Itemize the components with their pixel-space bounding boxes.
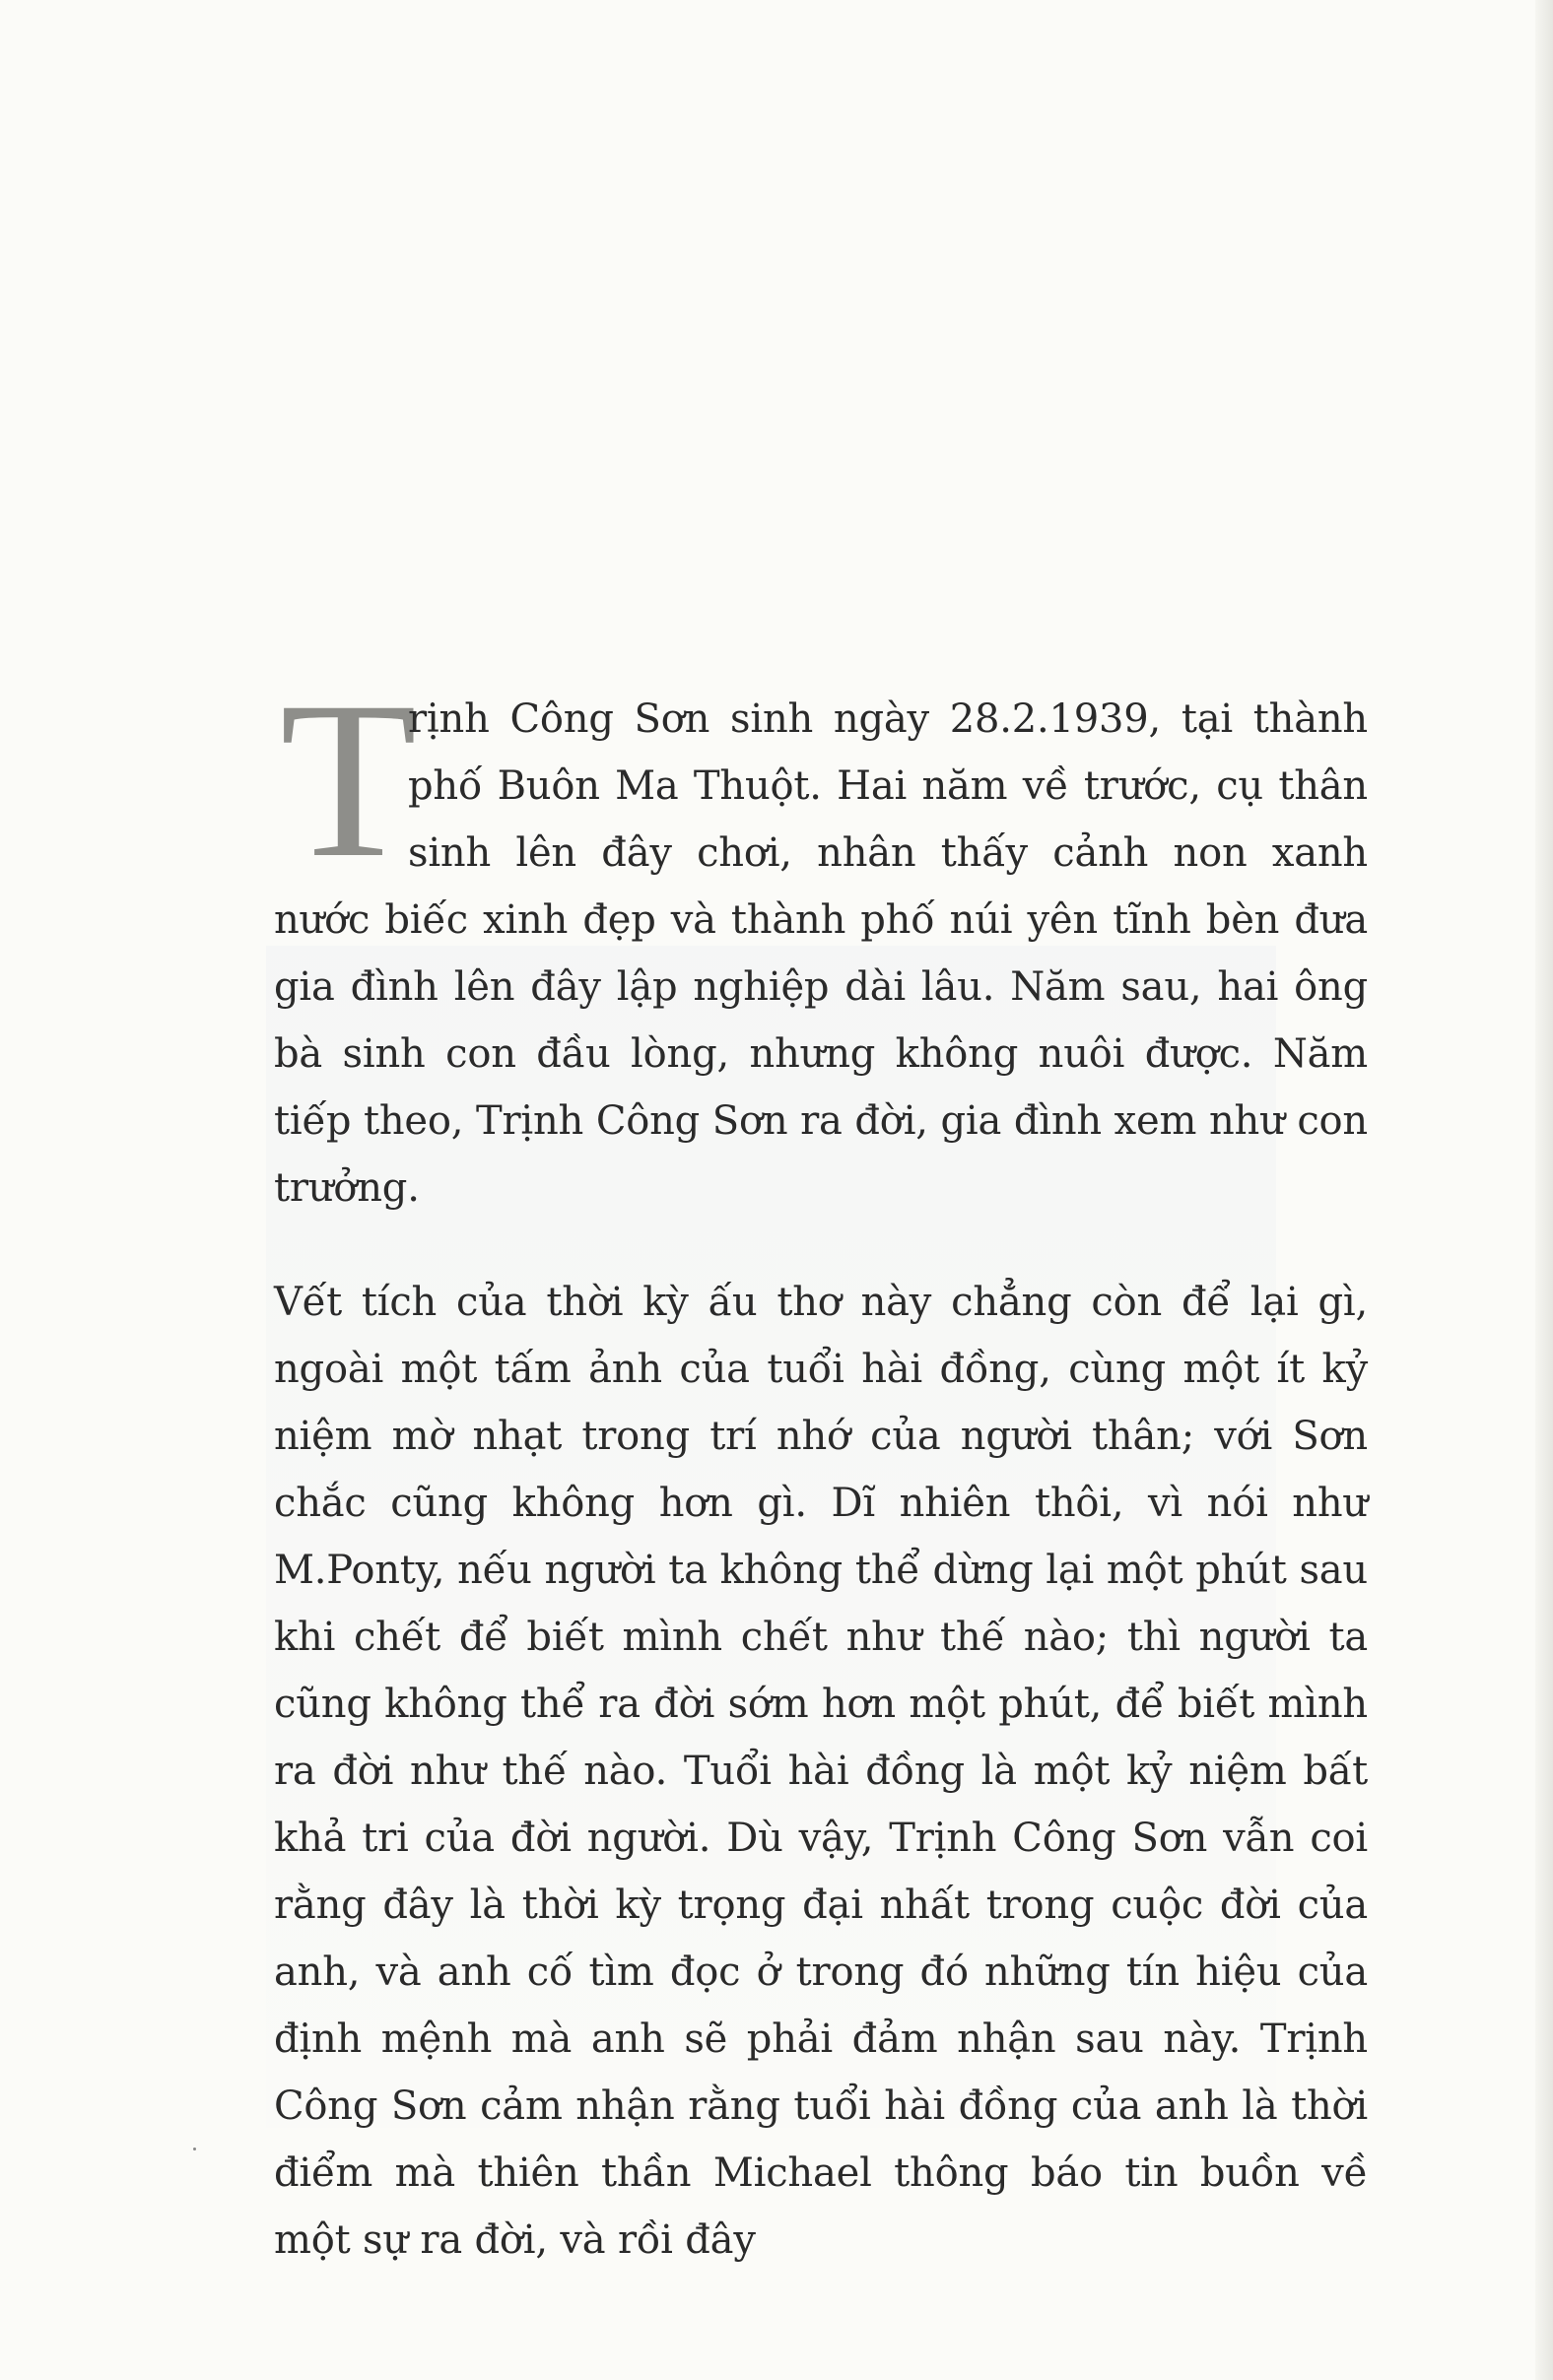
paragraph-1	[274, 656, 1368, 1222]
paragraph-1-text: rịnh Công Sơn sinh ngày 28.2.1939, tại thành phố Buôn Ma Thuột. Hai năm về trước, cụ thân sinh lên đây chơi, nhân thấy cảnh non xanh nước biếc xinh đẹp và thành phố núi yên tĩnh bèn đưa gia đình lên đây lập nghiệp dài lâu. Năm sau, hai ông bà sinh con đầu lòng, nhưng không nuôi được. Năm tiếp theo, Trịnh Công Sơn ra đời, gia đình xem như con trưởng.	[274, 696, 1368, 1211]
paragraph-2: Vết tích của thời kỳ ấu thơ này chẳng còn để lại gì, ngoài một tấm ảnh của tuổi hài đồng, cùng một ít kỷ niệm mờ nhạt trong trí nhớ của người thân; với Sơn chắc cũng không hơn gì. Dĩ nhiên thôi, vì nói như M.Ponty, nếu người ta không thể dừng lại một phút sau khi chết để biết mình chết như thế nào; thì người ta cũng không thể ra đời sớm hơn một phút, để biết mình ra đời như thế nào. Tuổi hài đồng là một kỷ niệm bất khả tri của đời người. Dù vậy, Trịnh Công Sơn vẫn coi rằng đây là thời kỳ trọng đại nhất trong cuộc đời của anh, và anh cố tìm đọc ở trong đó những tín hiệu của định mệnh mà anh sẽ phải đảm nhận sau này. Trịnh Công Sơn cảm nhận rằng tuổi hài đồng của anh là thời điểm mà thiên thần Michael thông báo tin buồn về một sự ra đời, và rồi đây	[274, 1280, 1368, 2263]
book-page-text	[274, 656, 1368, 2274]
drop-cap: T	[280, 656, 418, 904]
page-edge	[1535, 0, 1553, 2380]
paper-speck	[193, 2148, 196, 2150]
